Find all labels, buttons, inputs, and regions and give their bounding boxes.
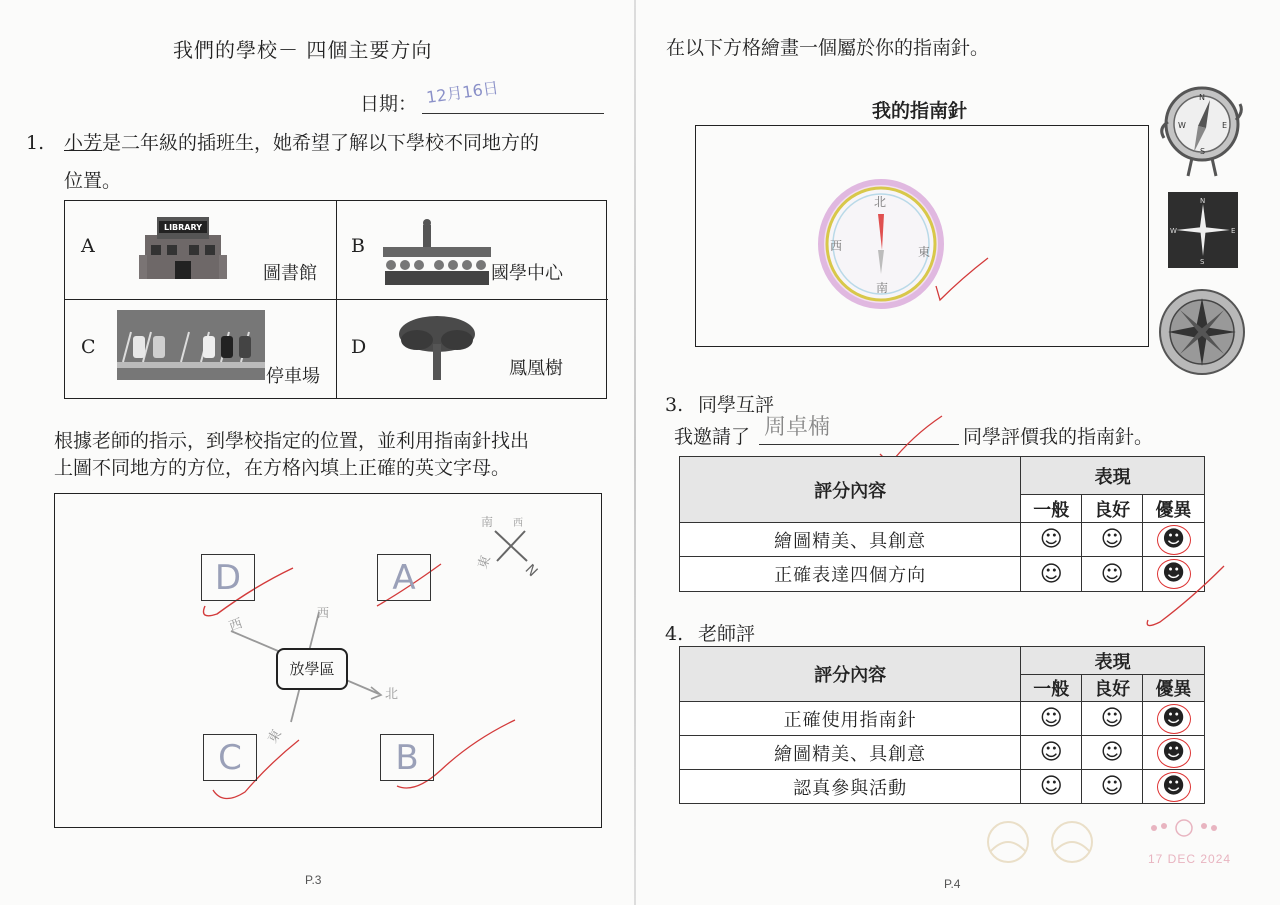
invite-suffix: 同學評價我的指南針。 — [963, 426, 1154, 448]
place-cell-c — [65, 300, 337, 398]
selected-smiley-icon[interactable] — [1143, 736, 1205, 770]
level-excellent: 優異 — [1143, 675, 1205, 702]
level-excellent: 優異 — [1143, 495, 1205, 523]
answer-box-bottom-right[interactable] — [380, 734, 434, 781]
flower-stamp-icon — [1148, 818, 1222, 838]
place-letter: C — [81, 336, 96, 358]
smiley-icon[interactable] — [1082, 770, 1143, 804]
question-4-title: 老師評 — [698, 623, 756, 645]
selected-smiley-icon[interactable] — [1143, 523, 1205, 557]
answer-letter: B — [395, 738, 419, 778]
compass-letter-s: S — [1200, 147, 1206, 156]
place-name: 停車場 — [266, 362, 320, 388]
smiley-icon[interactable] — [1021, 702, 1082, 736]
drawn-label-west: 西 — [830, 239, 843, 253]
face-glyph: ☺ — [1039, 561, 1063, 587]
axis-label-west-2: 西 — [317, 606, 330, 620]
smiley-icon[interactable] — [1082, 557, 1143, 592]
compass-letter-n: N — [1199, 93, 1205, 102]
smiley-icon[interactable] — [1021, 770, 1082, 804]
face-glyph: ☻ — [1157, 525, 1191, 555]
answer-box-top-right[interactable] — [377, 554, 431, 601]
face-glyph: ☺ — [1039, 774, 1063, 799]
place-cell-a — [65, 201, 337, 300]
red-check-icon — [932, 254, 992, 304]
compass-letter-e: E — [1231, 227, 1236, 235]
header-content: 評分內容 — [680, 647, 1021, 702]
compass-letter-e: E — [1222, 121, 1228, 130]
place-letter: A — [81, 235, 95, 257]
places-table — [64, 200, 607, 399]
question-1-number: 1. — [26, 132, 45, 154]
smiley-icon[interactable] — [1082, 702, 1143, 736]
answer-letter: C — [218, 738, 242, 778]
face-glyph: ☺ — [1100, 561, 1124, 587]
invite-prefix: 我邀請了 — [674, 426, 751, 448]
place-name: 鳳凰樹 — [509, 358, 563, 379]
smiley-icon[interactable] — [1082, 523, 1143, 557]
compass-letter-w: W — [1178, 121, 1186, 130]
cartoon-compass-icon — [1156, 82, 1244, 180]
worksheet-page-3 — [0, 0, 636, 905]
drawn-compass-icon — [816, 178, 946, 310]
drawn-label-south: 南 — [876, 281, 889, 295]
axis-label-west: 西 — [227, 616, 245, 635]
hall-assembly-icon — [381, 219, 493, 289]
page-title: 我們的學校－ 四個主要方向 — [173, 38, 433, 62]
face-glyph: ☻ — [1157, 559, 1191, 589]
face-glyph: ☺ — [1100, 527, 1124, 552]
level-good: 良好 — [1082, 495, 1143, 523]
mini-compass-south: 南 — [481, 515, 494, 529]
criterion-row: 認真參與活動 — [680, 770, 1021, 804]
page-number: P.3 — [305, 873, 322, 887]
question-4-number: 4. — [665, 623, 684, 645]
date-stamp: 17 DEC 2024 — [1148, 852, 1232, 866]
question-1-text — [64, 127, 539, 159]
place-letter: D — [351, 336, 367, 358]
face-glyph: ☻ — [1157, 772, 1191, 802]
face-glyph: ☺ — [1100, 706, 1124, 731]
question-1-continued: 位置。 — [64, 170, 122, 192]
question-1-body: 是二年級的插班生，她希望了解以下學校不同地方的 — [102, 132, 540, 154]
place-cell-b — [337, 201, 608, 300]
selected-smiley-icon[interactable] — [1143, 702, 1205, 736]
face-glyph: ☻ — [1157, 738, 1191, 768]
instruction-line-1: 根據老師的指示，到學校指定的位置，並利用指南針找出 — [54, 430, 530, 452]
face-glyph: ☺ — [1100, 774, 1124, 799]
drawn-label-north: 北 — [874, 195, 887, 209]
face-glyph: ☺ — [1039, 527, 1063, 552]
question-3-number: 3. — [665, 394, 684, 416]
date-label: 日期： — [360, 93, 418, 115]
level-average: 一般 — [1021, 495, 1082, 523]
answer-letter: A — [392, 558, 416, 598]
parking-lot-icon — [117, 310, 265, 380]
place-name: 圖書館 — [263, 263, 317, 284]
level-good: 良好 — [1082, 675, 1143, 702]
criterion-row: 正確表達四個方向 — [680, 557, 1021, 592]
dismissal-area-label: 放學區 — [276, 648, 348, 690]
star-compass-icon — [1168, 192, 1238, 268]
drawn-label-east: 東 — [918, 245, 931, 259]
faint-stamp-icon — [980, 812, 1110, 872]
compass-letter-n: N — [1200, 197, 1206, 205]
library-sign: LIBRARY — [163, 223, 203, 232]
place-letter: B — [351, 235, 365, 257]
criterion-row: 繪圖精美、具創意 — [680, 523, 1021, 557]
header-performance: 表現 — [1021, 457, 1205, 495]
compass-title: 我的指南針 — [872, 100, 968, 122]
date-value: 12月16日 — [425, 78, 500, 107]
smiley-icon[interactable] — [1082, 736, 1143, 770]
compass-letter-w: W — [1170, 227, 1177, 235]
library-building-icon — [137, 215, 229, 281]
place-name: 國學中心 — [491, 263, 563, 284]
face-glyph: ☺ — [1039, 740, 1063, 765]
criterion-row: 繪圖精美、具創意 — [680, 736, 1021, 770]
teacher-review-table — [679, 646, 1205, 804]
header-content: 評分內容 — [680, 457, 1021, 523]
axis-label-north: 北 — [385, 687, 399, 702]
header-performance: 表現 — [1021, 647, 1205, 675]
phoenix-tree-icon — [397, 312, 477, 382]
face-glyph: ☺ — [1100, 740, 1124, 765]
question-3-title: 同學互評 — [698, 394, 775, 416]
place-cell-d — [337, 300, 608, 398]
compass-rose-icon — [1158, 288, 1246, 376]
red-check-icon — [1140, 560, 1230, 630]
criterion-row: 正確使用指南針 — [680, 702, 1021, 736]
level-average: 一般 — [1021, 675, 1082, 702]
page-number: P.4 — [944, 877, 961, 891]
drawing-instruction: 在以下方格繪畫一個屬於你的指南針。 — [666, 37, 990, 59]
date-underline — [422, 113, 604, 114]
student-name: 小芳 — [64, 132, 103, 154]
face-glyph: ☺ — [1039, 706, 1063, 731]
instruction-line-2: 上圖不同地方的方位，在方格內填上正確的英文字母。 — [54, 457, 511, 479]
invited-classmate-name: 周卓楠 — [764, 415, 831, 440]
answer-letter: D — [214, 558, 242, 598]
smiley-icon[interactable] — [1021, 736, 1082, 770]
mini-compass-east: 東 — [475, 553, 495, 571]
peer-review-table — [679, 456, 1205, 592]
axis-label-east: 東 — [265, 727, 285, 746]
answer-box-bottom-left[interactable] — [203, 734, 257, 781]
smiley-icon[interactable] — [1021, 523, 1082, 557]
compass-drawing-area[interactable] — [695, 125, 1149, 347]
compass-letter-s: S — [1200, 258, 1205, 266]
mini-compass-north: N — [521, 561, 541, 581]
face-glyph: ☻ — [1157, 704, 1191, 734]
mini-compass-west: 西 — [513, 518, 523, 529]
selected-smiley-icon[interactable] — [1143, 770, 1205, 804]
answer-box-top-left[interactable] — [201, 554, 255, 601]
smiley-icon[interactable] — [1021, 557, 1082, 592]
